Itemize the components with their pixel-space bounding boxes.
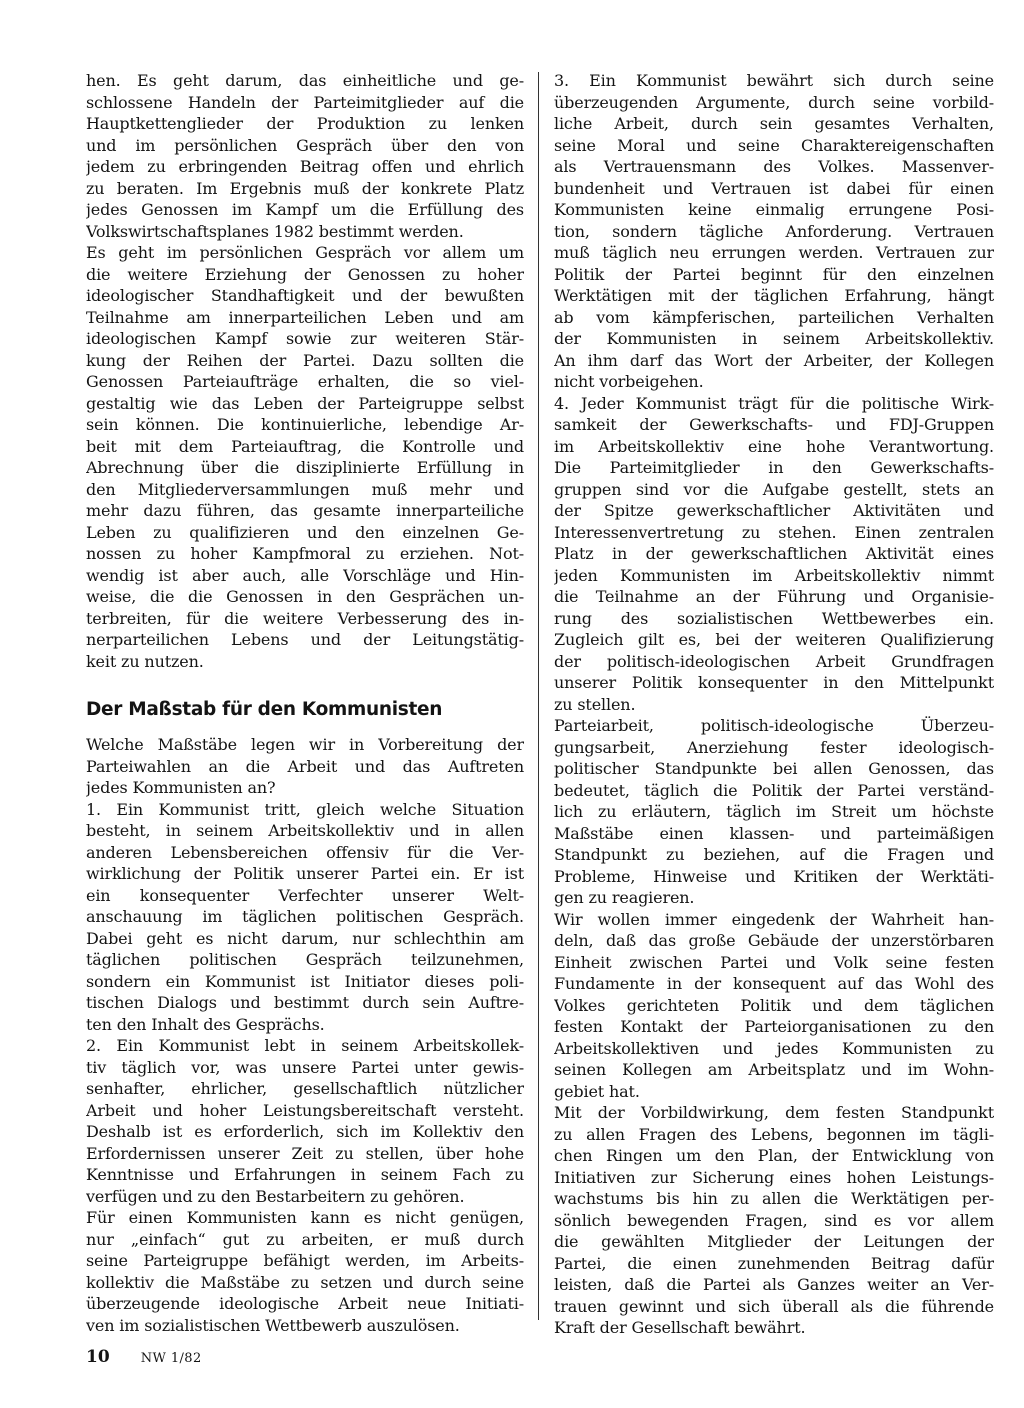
text-line: gungsarbeit, Anerziehung fester ideologisch- [554,737,994,757]
text-line: Initiativen zur Sicherung eines hohen Leistungs- [554,1167,994,1187]
right-text-block [554,70,994,1339]
text-line: 4. Jeder Kommunist trägt für die politische Wirk- [554,393,994,413]
text-line: Leben zu qualifizieren und den einzelnen Ge- [86,522,524,542]
left-text-block-2 [86,734,524,1336]
text-line: hen. Es geht darum, das einheitliche und ge- [86,71,524,90]
text-line: bedeutet, täglich die Politik der Partei verständ- [554,780,994,800]
text-line: 2. Ein Kommunist lebt in seinem Arbeitskollek- [86,1036,524,1055]
text-line: 1. Ein Kommunist tritt, gleich welche Situation [86,799,524,819]
text-line: chen Ringen um den Plan, der Entwicklung von [554,1146,994,1165]
text-line: Die Parteimitglieder in den Gewerkschafts- [554,458,994,477]
text-line: Einheit zwischen Partei und Volk seine festen [554,952,994,972]
text-line: der politisch-ideologischen Arbeit Grundfragen [554,651,994,671]
text-line: deln, daß das große Gebäude der unzerstörbaren [554,931,994,950]
text-line: Probleme, Hinweise und Kritiken der Werktäti- [554,866,994,886]
left-column [86,70,524,1336]
text-line: Mit der Vorbildwirkung, dem festen Standpunkt [554,1103,994,1122]
text-line: sein können. Die kontinuierliche, lebendige Ar- [86,415,524,434]
text-line: Fundamente in der konsequent auf das Wohl des [554,974,994,993]
text-line: wirklichung der Politik unserer Partei ein. Er ist [86,864,524,883]
text-line: Für einen Kommunisten kann es nicht genügen, [86,1208,524,1227]
text-line: den Mitgliederversammlungen muß mehr und [86,479,524,499]
text-line: Erfordernissen unserer Zeit zu stellen, über hohe [86,1143,524,1163]
text-line: Zugleich gilt es, bei der weiteren Qualifizierung [554,630,994,649]
text-line: tischen Dialogs und bestimmt durch sein Auftre- [86,993,524,1012]
text-line: jedes Genossen im Kampf um die Erfüllung des [86,200,524,219]
text-line: samkeit der Gewerkschafts- und FDJ-Gruppen [554,415,994,434]
text-line: überzeugenden Argumente, durch seine vorbild- [554,92,994,112]
text-line: Wir wollen immer eingedenk der Wahrheit han- [554,909,994,929]
text-line: 3. Ein Kommunist bewährt sich durch seine [554,71,994,90]
text-line: jedem zu erbringenden Beitrag offen und ehrlich [86,157,524,176]
text-line: zu stellen. [554,694,636,714]
text-line: Maßstäbe einen klassen- und parteimäßigen [554,823,994,843]
text-line: ideologischen Kampf sowie zur weiteren Stär- [86,329,524,348]
text-line: und im persönlichen Gespräch über den von [86,135,524,155]
text-line: als Vertrauensmann des Volkes. Massenver- [554,157,994,176]
text-line: rung des sozialistischen Wettbewerbes ein. [554,608,994,628]
text-line: Arbeit und hoher Leistungsbereitschaft versteht. [86,1100,524,1120]
section-heading: Der Maßstab für den Kommunisten [86,699,443,720]
text-line: Volkes gerichteten Politik und dem täglichen [554,995,994,1015]
right-column [554,70,994,1339]
text-line: wendig ist aber auch, alle Vorschläge und Hin- [86,565,524,585]
text-line: gebiet hat. [554,1081,640,1101]
text-line: seinen Kollegen am Arbeitsplatz und im Wohn- [554,1060,994,1079]
text-line: sönlich bewegenden Fragen, sind es vor allem [554,1210,994,1230]
text-line: im Arbeitskollektiv eine hohe Verantwortung. [554,436,994,456]
text-line: anschauung im täglichen politischen Gespräch. [86,907,524,926]
text-line: Arbeitskollektiven und jedes Kommunisten zu [554,1038,994,1058]
text-line: Dabei geht es nicht darum, nur schlechthin am [86,928,524,948]
text-line: der Spitze gewerkschaftlicher Aktivitäten und [554,501,994,520]
text-line: muß täglich neu errungen werden. Vertrauen zur [554,243,994,262]
text-line: Werktätigen mit der täglichen Erfahrung, hängt [554,286,994,305]
text-line: Parteiwahlen an die Arbeit und das Auftreten [86,756,524,776]
text-line: terbreiten, für die weitere Verbesserung des in- [86,608,524,628]
text-line: der Kommunisten in seinem Arbeitskollektiv. [554,329,994,348]
text-line: Welche Maßstäbe legen wir in Vorbereitung der [86,735,524,754]
text-line: seine Parteigruppe befähigt werden, im Arbeits- [86,1251,524,1270]
text-line: Kommunisten keine einmalig errungene Posi- [554,200,994,219]
text-line: Teilnahme am innerparteilichen Leben und am [86,307,524,327]
text-line: schlossene Handeln der Parteimitglieder auf die [86,92,524,112]
text-line: Standpunkt zu beziehen, auf die Fragen und [554,845,994,864]
text-line: nossen zu hoher Kampfmoral zu erziehen. Not- [86,544,524,563]
text-line: nur „einfach“ gut zu arbeiten, er muß durch [86,1229,524,1249]
text-line: Politik der Partei beginnt für den einzelnen [554,264,994,284]
text-line: Volkswirtschaftsplanes 1982 bestimmt werden. [86,221,464,241]
text-line: Kraft der Gesellschaft bewährt. [554,1318,806,1337]
text-line: jedes Kommunisten an? [86,778,276,797]
text-line: Kenntnisse und Erfahrungen in seinem Fach zu [86,1165,524,1184]
text-line: überzeugende ideologische Arbeit neue Initiati- [86,1294,524,1313]
text-line: tiv täglich vor, was unsere Partei unter gewis- [86,1057,524,1077]
text-line: ab vom kämpferischen, parteilichen Verhalten [554,307,994,327]
text-line: seine Moral und seine Charaktereigenschaften [554,135,994,155]
text-line: senhafter, ehrlicher, gesellschaftlich nützlicher [86,1079,524,1098]
text-line: trauen gewinnt und sich überall als die führende [554,1296,994,1316]
text-line: liche Arbeit, durch sein gesamtes Verhalten, [554,114,994,133]
text-line: gestaltig wie das Leben der Parteigruppe selbst [86,393,524,413]
text-line: täglichen politischen Gespräch teilzunehmen, [86,950,524,969]
text-line: leisten, daß die Partei als Ganzes weiter an Ver- [554,1275,994,1294]
column-divider [538,72,539,1320]
text-line: gruppen sind vor die Aufgabe gestellt, stets an [554,479,994,499]
text-line: Hauptkettenglieder der Produktion zu lenken [86,114,524,133]
text-line: festen Kontakt der Parteiorganisationen zu den [554,1017,994,1036]
text-line: Partei, die einen zunehmenden Beitrag dafür [554,1253,994,1273]
text-line: zu beraten. Im Ergebnis muß der konkrete Platz [86,178,524,198]
text-line: verfügen und zu den Bestarbeitern zu gehören. [86,1186,465,1206]
text-line: Deshalb ist es erforderlich, sich im Kollektiv den [86,1122,524,1141]
text-line: kollektiv die Maßstäbe zu setzen und durch seine [86,1272,524,1292]
text-line: ein konsequenter Verfechter unserer Welt- [86,885,524,905]
text-line: ven im sozialistischen Wettbewerb auszulösen. [86,1315,460,1335]
text-line: die gewählten Mitglieder der Leitungen der [554,1232,994,1251]
text-line: bundenheit und Vertrauen ist dabei für einen [554,178,994,198]
text-line: die weitere Erziehung der Genossen zu hoher [86,264,524,284]
text-line: weise, die die Genossen in den Gesprächen un- [86,587,524,606]
text-line: anderen Lebensbereichen offensiv für die Ver- [86,842,524,862]
text-line: keit zu nutzen. [86,651,204,671]
text-line: die Teilnahme an der Führung und Organisie- [554,587,994,606]
text-line: Platz in der gewerkschaftlichen Aktivität eines [554,544,994,563]
text-line: zu allen Fragen des Lebens, begonnen im tägli- [554,1124,994,1144]
text-line: gen zu reagieren. [554,888,695,907]
text-line: An ihm darf das Wort der Arbeiter, der Kollegen [554,350,994,370]
text-line: lich zu erläutern, täglich im Streit um höchste [554,802,994,821]
page-number: 10 [86,1347,110,1367]
text-line: nicht vorbeigehen. [554,372,704,391]
text-line: politischer Standpunkte bei allen Genossen, das [554,759,994,778]
text-line: unserer Politik konsequenter in den Mittelpunkt [554,673,994,692]
page-footer [86,1347,202,1367]
journal-reference: NW 1/82 [140,1351,202,1366]
text-line: Genossen Parteiaufträge erhalten, die so viel- [86,372,524,391]
text-line: Abrechnung über die disziplinierte Erfüllung in [86,458,524,477]
left-text-block-1 [86,70,524,672]
text-line: kung der Reihen der Partei. Dazu sollten die [86,350,524,370]
text-line: nerparteilichen Lebens und der Leitungstätig- [86,630,524,649]
text-line: mehr dazu führen, das gesamte innerparteiliche [86,501,524,520]
text-line: ten den Inhalt des Gesprächs. [86,1014,325,1034]
text-line: Parteiarbeit, politisch-ideologische Überzeu- [554,716,994,735]
text-line: besteht, in seinem Arbeitskollektiv und in allen [86,821,524,840]
text-line: beit mit dem Parteiauftrag, die Kontrolle und [86,436,524,456]
text-line: Interessenvertretung zu stehen. Einen zentralen [554,522,994,542]
text-line: jeden Kommunisten im Arbeitskollektiv nimmt [554,565,994,585]
text-line: Es geht im persönlichen Gespräch vor allem um [86,243,524,262]
text-line: wachstums bis hin zu allen die Werktätigen per- [554,1189,994,1208]
text-line: tion, sondern tägliche Anforderung. Vertrauen [554,221,994,241]
text-line: sondern ein Kommunist ist Initiator dieses poli- [86,971,524,991]
text-line: ideologischer Standhaftigkeit und der bewußten [86,286,524,305]
